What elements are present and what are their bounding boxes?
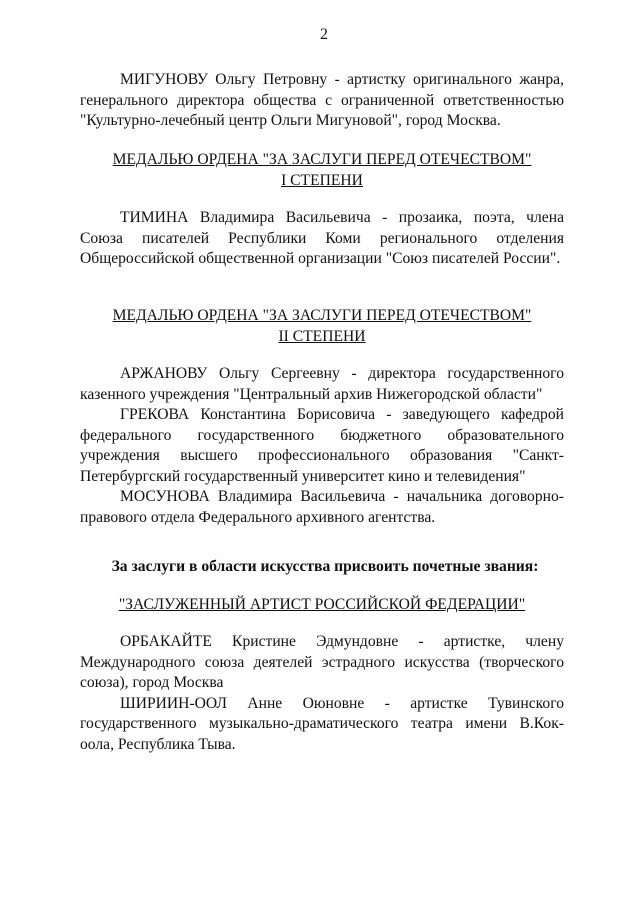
heading-line: I СТЕПЕНИ (281, 171, 363, 189)
entry-text-orbakaite: ОРБАКАЙТЕ Кристине Эдмундовне - артистке, члену Международного союза деятелей эстрадного искусства (творческого союза), город Москва (80, 633, 564, 691)
entry-text: МИГУНОВУ Ольгу Петровну - артистку оригинального жанра, генерального директора общества с ограниченной ответственностью "Культурно-лечебный центр Ольги Мигуновой", город Москва. (80, 71, 564, 129)
entry-text-shiriin: ШИРИИН-ООЛ Анне Оюновне - артистке Тувинского государственного музыкально-драматического театра имени В.Кок-оола, Республика Тыва. (80, 694, 564, 753)
award-entries-medal-2 (80, 364, 564, 528)
award-entry-migunova (80, 70, 564, 132)
page-number: 2 (320, 26, 328, 43)
entry-text-grekov: ГРЕКОВА Константина Борисовича - заведующего кафедрой федерального государственного бюджетного образовательного учреждения высшего профессионального образования "Санкт-Петербургский государственный университет кино и телевидения" (80, 406, 564, 485)
award-entry-timin (80, 208, 564, 270)
section-heading-medal-1 (80, 150, 564, 191)
entry-text: ТИМИНА Владимира Васильевича - прозаика, поэта, члена Союза писателей Республики Коми регионального отделения Общероссийской общественной организации "Союз писателей России". (80, 209, 564, 267)
heading-line: II СТЕПЕНИ (278, 327, 366, 345)
heading-line: МЕДАЛЬЮ ОРДЕНА "ЗА ЗАСЛУГИ ПЕРЕД ОТЕЧЕСТВОМ" (112, 307, 532, 324)
heading-line: МЕДАЛЬЮ ОРДЕНА "ЗА ЗАСЛУГИ ПЕРЕД ОТЕЧЕСТВОМ" (112, 151, 532, 168)
honorary-titles-heading: За заслуги в области искусства присвоить почетные звания: (111, 558, 539, 575)
entry-text-mosunov: МОСУНОВА Владимира Васильевича - начальника договорно-правового отдела Федерального архивного агентства. (80, 488, 564, 526)
section-heading-honored-artist: "ЗАСЛУЖЕННЫЙ АРТИСТ РОССИЙСКОЙ ФЕДЕРАЦИИ" (118, 596, 526, 613)
award-entries-honored-artist (80, 632, 564, 755)
entry-text-arzhanova: АРЖАНОВУ Ольгу Сергеевну - директора государственного казенного учреждения "Центральный архив Нижегородской области" (80, 365, 564, 403)
section-heading-medal-2 (80, 306, 564, 347)
